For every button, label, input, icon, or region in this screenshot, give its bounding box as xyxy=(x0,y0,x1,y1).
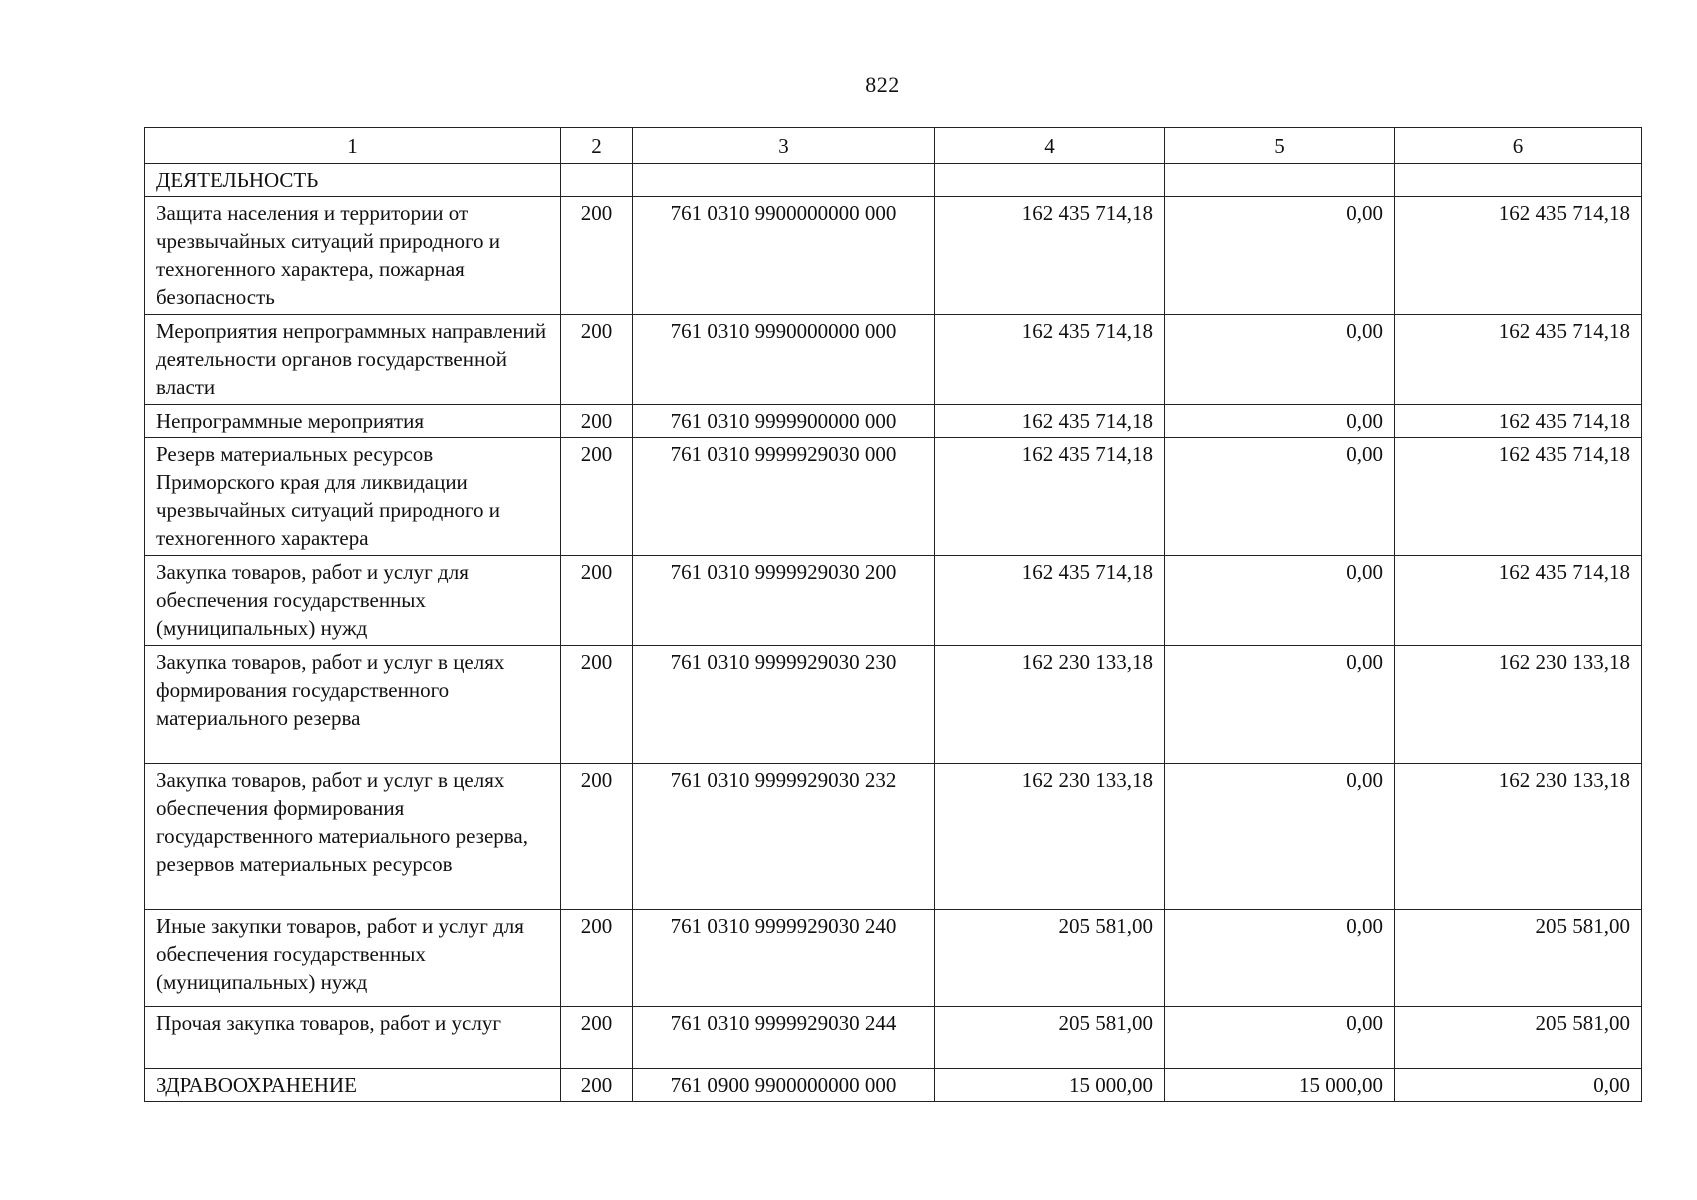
row-col5: 0,00 xyxy=(1165,438,1395,556)
header-col-2: 2 xyxy=(561,128,633,164)
header-col-3: 3 xyxy=(633,128,935,164)
row-col5: 0,00 xyxy=(1165,910,1395,1007)
row-col6 xyxy=(1395,164,1642,197)
header-col-1: 1 xyxy=(145,128,561,164)
row-col6: 162 435 714,18 xyxy=(1395,438,1642,556)
table-row xyxy=(145,164,1642,197)
row-col5: 0,00 xyxy=(1165,556,1395,646)
row-col4: 162 435 714,18 xyxy=(935,405,1165,438)
row-col4: 162 230 133,18 xyxy=(935,764,1165,910)
row-code: 200 xyxy=(561,1069,633,1102)
row-col5 xyxy=(1165,164,1395,197)
row-code xyxy=(561,164,633,197)
row-code: 200 xyxy=(561,315,633,405)
row-col6: 205 581,00 xyxy=(1395,1007,1642,1069)
row-code: 200 xyxy=(561,405,633,438)
row-col6: 162 230 133,18 xyxy=(1395,764,1642,910)
row-col6: 205 581,00 xyxy=(1395,910,1642,1007)
row-kbk: 761 0310 9999929030 000 xyxy=(633,438,935,556)
row-kbk: 761 0310 9990000000 000 xyxy=(633,315,935,405)
table-row xyxy=(145,1069,1642,1102)
row-col4 xyxy=(935,164,1165,197)
row-col5: 0,00 xyxy=(1165,197,1395,315)
row-col4: 162 435 714,18 xyxy=(935,438,1165,556)
row-code: 200 xyxy=(561,197,633,315)
table-row xyxy=(145,197,1642,315)
table-row xyxy=(145,764,1642,910)
row-name: Защита населения и территории от чрезвычайных ситуаций природного и техногенного характера, пожарная безопасность xyxy=(145,197,561,315)
row-kbk: 761 0310 9999929030 200 xyxy=(633,556,935,646)
row-name: Резерв материальных ресурсов Приморского края для ликвидации чрезвычайных ситуаций природного и техногенного характера xyxy=(145,438,561,556)
row-col4: 205 581,00 xyxy=(935,1007,1165,1069)
row-name: ЗДРАВООХРАНЕНИЕ xyxy=(145,1069,561,1102)
row-name: Закупка товаров, работ и услуг в целях формирования государственного материального резерва xyxy=(145,646,561,764)
row-code: 200 xyxy=(561,646,633,764)
row-col5: 0,00 xyxy=(1165,1007,1395,1069)
row-col6: 162 435 714,18 xyxy=(1395,197,1642,315)
row-name: Закупка товаров, работ и услуг в целях обеспечения формирования государственного материального резерва, резервов материальных ресурсов xyxy=(145,764,561,910)
table-row xyxy=(145,910,1642,1007)
row-code: 200 xyxy=(561,764,633,910)
table-row xyxy=(145,315,1642,405)
row-col6: 162 435 714,18 xyxy=(1395,405,1642,438)
row-name: Прочая закупка товаров, работ и услуг xyxy=(145,1007,561,1069)
budget-table xyxy=(144,127,1642,1102)
header-col-4: 4 xyxy=(935,128,1165,164)
row-kbk: 761 0310 9999900000 000 xyxy=(633,405,935,438)
row-name: Закупка товаров, работ и услуг для обеспечения государственных (муниципальных) нужд xyxy=(145,556,561,646)
page-number: 822 xyxy=(865,72,900,97)
row-col6: 0,00 xyxy=(1395,1069,1642,1102)
row-kbk: 761 0900 9900000000 000 xyxy=(633,1069,935,1102)
row-name: ДЕЯТЕЛЬНОСТЬ xyxy=(145,164,561,197)
row-col4: 162 230 133,18 xyxy=(935,646,1165,764)
row-col6: 162 435 714,18 xyxy=(1395,556,1642,646)
row-col6: 162 435 714,18 xyxy=(1395,315,1642,405)
table-row xyxy=(145,646,1642,764)
row-col5: 0,00 xyxy=(1165,764,1395,910)
row-code: 200 xyxy=(561,1007,633,1069)
header-col-5: 5 xyxy=(1165,128,1395,164)
row-name: Иные закупки товаров, работ и услуг для обеспечения государственных (муниципальных) нужд xyxy=(145,910,561,1007)
row-name: Непрограммные мероприятия xyxy=(145,405,561,438)
row-col5: 0,00 xyxy=(1165,646,1395,764)
table-header-row xyxy=(145,128,1642,164)
table-row xyxy=(145,438,1642,556)
row-col5: 0,00 xyxy=(1165,315,1395,405)
row-col6: 162 230 133,18 xyxy=(1395,646,1642,764)
table-row xyxy=(145,405,1642,438)
row-col4: 205 581,00 xyxy=(935,910,1165,1007)
row-name: Мероприятия непрограммных направлений деятельности органов государственной власти xyxy=(145,315,561,405)
row-kbk: 761 0310 9999929030 232 xyxy=(633,764,935,910)
row-col4: 162 435 714,18 xyxy=(935,315,1165,405)
row-code: 200 xyxy=(561,556,633,646)
row-code: 200 xyxy=(561,438,633,556)
row-kbk: 761 0310 9999929030 244 xyxy=(633,1007,935,1069)
row-col4: 162 435 714,18 xyxy=(935,556,1165,646)
table-row xyxy=(145,556,1642,646)
row-col4: 162 435 714,18 xyxy=(935,197,1165,315)
row-col4: 15 000,00 xyxy=(935,1069,1165,1102)
row-kbk: 761 0310 9999929030 240 xyxy=(633,910,935,1007)
table-row xyxy=(145,1007,1642,1069)
row-code: 200 xyxy=(561,910,633,1007)
row-kbk xyxy=(633,164,935,197)
row-kbk: 761 0310 9900000000 000 xyxy=(633,197,935,315)
header-col-6: 6 xyxy=(1395,128,1642,164)
row-col5: 15 000,00 xyxy=(1165,1069,1395,1102)
row-col5: 0,00 xyxy=(1165,405,1395,438)
row-kbk: 761 0310 9999929030 230 xyxy=(633,646,935,764)
